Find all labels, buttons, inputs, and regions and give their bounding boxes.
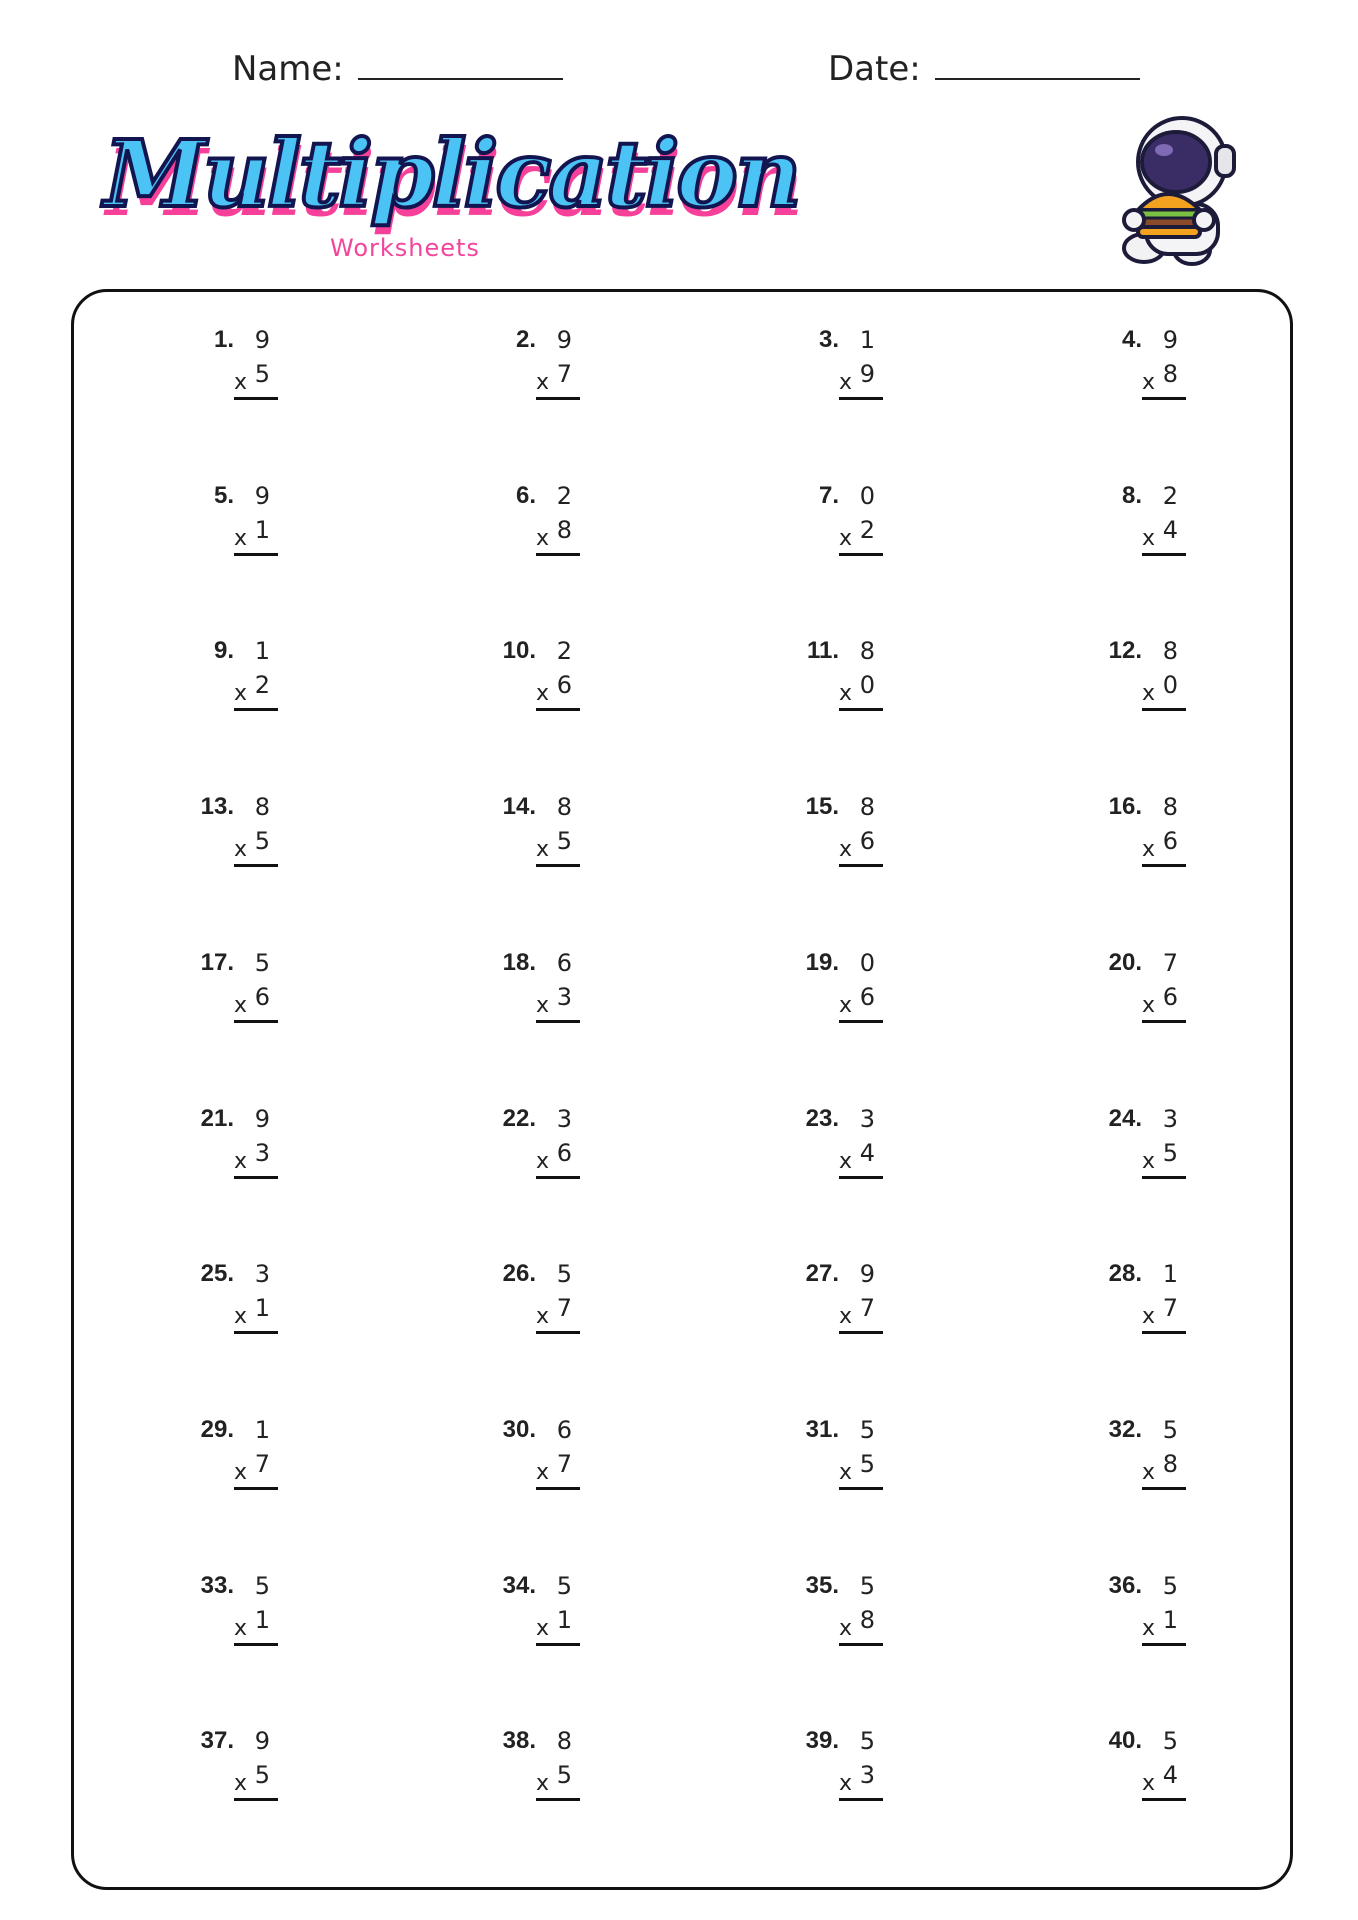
problem-number: 12. xyxy=(1108,637,1142,664)
multiplicand: 1 xyxy=(859,326,875,354)
multiplier-row xyxy=(234,1606,278,1646)
times-sign: x xyxy=(234,1149,248,1174)
times-sign: x xyxy=(839,526,853,551)
multiplicand: 9 xyxy=(254,1105,270,1133)
multiplicand: 9 xyxy=(254,326,270,354)
times-sign: x xyxy=(234,1460,248,1485)
times-sign: x xyxy=(234,1616,248,1641)
problem-item xyxy=(198,482,278,582)
multiplicand: 5 xyxy=(859,1727,875,1755)
times-sign: x xyxy=(1142,526,1156,551)
multiplier-row xyxy=(536,516,580,556)
problem-number: 20. xyxy=(1108,949,1142,976)
problem-number: 15. xyxy=(805,793,839,820)
multiplier-row xyxy=(839,516,883,556)
multiplier: 8 xyxy=(1162,1450,1178,1478)
times-sign: x xyxy=(536,837,550,862)
multiplier-row xyxy=(536,1606,580,1646)
problem-number: 36. xyxy=(1108,1572,1142,1599)
multiplicand: 3 xyxy=(254,1260,270,1288)
multiplicand: 5 xyxy=(254,1572,270,1600)
problem-number: 6. xyxy=(515,482,536,509)
astronaut-with-burger-icon xyxy=(1116,112,1246,272)
problem-number: 23. xyxy=(805,1105,839,1132)
multiplier-row xyxy=(839,671,883,711)
times-sign: x xyxy=(536,1460,550,1485)
multiplier-row xyxy=(1142,1450,1186,1490)
multiplier-row xyxy=(536,983,580,1023)
name-label: Name: xyxy=(232,49,344,89)
multiplier-row xyxy=(536,671,580,711)
times-sign: x xyxy=(536,1304,550,1329)
multiplier-row xyxy=(536,1761,580,1801)
multiplicand: 9 xyxy=(254,1727,270,1755)
multiplicand: 3 xyxy=(1162,1105,1178,1133)
times-sign: x xyxy=(1142,370,1156,395)
times-sign: x xyxy=(536,681,550,706)
problem-item xyxy=(198,1727,278,1827)
problem-item xyxy=(198,1572,278,1672)
problem-number: 40. xyxy=(1108,1727,1142,1754)
problem-item xyxy=(803,1416,883,1516)
problem-item xyxy=(198,1416,278,1516)
problem-number: 17. xyxy=(200,949,234,976)
multiplier-row xyxy=(234,983,278,1023)
problem-item xyxy=(803,949,883,1049)
problem-number: 18. xyxy=(502,949,536,976)
multiplicand: 8 xyxy=(1162,637,1178,665)
times-sign: x xyxy=(1142,837,1156,862)
multiplicand: 8 xyxy=(859,637,875,665)
times-sign: x xyxy=(234,837,248,862)
multiplier: 0 xyxy=(1162,671,1178,699)
multiplier: 6 xyxy=(859,983,875,1011)
multiplicand: 2 xyxy=(556,637,572,665)
multiplier: 7 xyxy=(1162,1294,1178,1322)
multiplicand: 2 xyxy=(556,482,572,510)
multiplier: 5 xyxy=(254,360,270,388)
problem-number: 14. xyxy=(502,793,536,820)
multiplier: 6 xyxy=(1162,983,1178,1011)
multiplicand: 5 xyxy=(1162,1727,1178,1755)
times-sign: x xyxy=(1142,1771,1156,1796)
problem-item xyxy=(500,326,580,426)
problem-item xyxy=(803,482,883,582)
multiplier: 1 xyxy=(254,516,270,544)
multiplier: 6 xyxy=(556,671,572,699)
multiplier: 2 xyxy=(859,516,875,544)
multiplicand: 8 xyxy=(556,1727,572,1755)
multiplier: 6 xyxy=(556,1139,572,1167)
multiplicand: 8 xyxy=(254,793,270,821)
problem-number: 7. xyxy=(818,482,839,509)
multiplicand: 5 xyxy=(556,1260,572,1288)
multiplier-row xyxy=(1142,516,1186,556)
times-sign: x xyxy=(1142,1616,1156,1641)
multiplier-row xyxy=(839,1761,883,1801)
multiplier: 5 xyxy=(556,1761,572,1789)
multiplier: 1 xyxy=(254,1294,270,1322)
multiplier-row xyxy=(234,1450,278,1490)
problem-number: 35. xyxy=(805,1572,839,1599)
multiplier-row xyxy=(1142,360,1186,400)
multiplicand: 1 xyxy=(1162,1260,1178,1288)
multiplier: 5 xyxy=(1162,1139,1178,1167)
problem-number: 34. xyxy=(502,1572,536,1599)
problem-number: 22. xyxy=(502,1105,536,1132)
problem-number: 30. xyxy=(502,1416,536,1443)
multiplicand: 9 xyxy=(556,326,572,354)
multiplicand: 5 xyxy=(859,1572,875,1600)
problem-item xyxy=(803,1260,883,1360)
multiplier: 1 xyxy=(254,1606,270,1634)
problem-item xyxy=(500,1727,580,1827)
times-sign: x xyxy=(536,1149,550,1174)
problem-item xyxy=(500,1572,580,1672)
multiplier: 9 xyxy=(859,360,875,388)
multiplicand: 0 xyxy=(859,949,875,977)
multiplier: 3 xyxy=(859,1761,875,1789)
multiplier-row xyxy=(1142,1761,1186,1801)
problem-number: 29. xyxy=(200,1416,234,1443)
times-sign: x xyxy=(1142,1149,1156,1174)
multiplicand: 0 xyxy=(859,482,875,510)
multiplier-row xyxy=(234,671,278,711)
problem-item xyxy=(500,1416,580,1516)
multiplier: 8 xyxy=(556,516,572,544)
multiplier: 7 xyxy=(556,1294,572,1322)
multiplier-row xyxy=(839,1606,883,1646)
multiplicand: 5 xyxy=(556,1572,572,1600)
problem-item xyxy=(1106,1416,1186,1516)
multiplier-row xyxy=(234,1294,278,1334)
problem-item xyxy=(1106,1105,1186,1205)
times-sign: x xyxy=(1142,1304,1156,1329)
times-sign: x xyxy=(1142,1460,1156,1485)
logo-title: Multiplication xyxy=(104,120,799,228)
multiplicand: 5 xyxy=(859,1416,875,1444)
problem-number: 26. xyxy=(502,1260,536,1287)
problem-number: 27. xyxy=(805,1260,839,1287)
problem-item xyxy=(1106,1260,1186,1360)
times-sign: x xyxy=(536,1771,550,1796)
multiplier-row xyxy=(536,1450,580,1490)
times-sign: x xyxy=(839,837,853,862)
problem-item xyxy=(1106,1727,1186,1827)
multiplier-row xyxy=(234,1139,278,1179)
problem-number: 13. xyxy=(200,793,234,820)
multiplicand: 8 xyxy=(556,793,572,821)
multiplicand: 6 xyxy=(556,949,572,977)
multiplicand: 3 xyxy=(556,1105,572,1133)
problem-item xyxy=(1106,949,1186,1049)
multiplier: 6 xyxy=(254,983,270,1011)
times-sign: x xyxy=(839,1460,853,1485)
multiplier-row xyxy=(536,1139,580,1179)
problem-item xyxy=(1106,1572,1186,1672)
worksheet-logo xyxy=(104,120,799,278)
problem-number: 19. xyxy=(805,949,839,976)
times-sign: x xyxy=(234,526,248,551)
multiplier: 5 xyxy=(859,1450,875,1478)
multiplier-row xyxy=(839,827,883,867)
multiplicand: 3 xyxy=(859,1105,875,1133)
times-sign: x xyxy=(536,370,550,395)
problem-item xyxy=(198,326,278,426)
multiplier: 7 xyxy=(556,1450,572,1478)
times-sign: x xyxy=(536,526,550,551)
problem-item xyxy=(803,637,883,737)
problem-item xyxy=(500,637,580,737)
multiplier-row xyxy=(839,1450,883,1490)
problem-number: 24. xyxy=(1108,1105,1142,1132)
problem-number: 33. xyxy=(200,1572,234,1599)
multiplier-row xyxy=(1142,671,1186,711)
problem-item xyxy=(198,1260,278,1360)
times-sign: x xyxy=(839,1304,853,1329)
multiplier: 7 xyxy=(859,1294,875,1322)
problem-number: 39. xyxy=(805,1727,839,1754)
multiplier: 7 xyxy=(556,360,572,388)
date-blank-line[interactable] xyxy=(935,48,1140,80)
problem-item xyxy=(1106,482,1186,582)
multiplier: 2 xyxy=(254,671,270,699)
times-sign: x xyxy=(839,681,853,706)
problem-item xyxy=(198,637,278,737)
problem-number: 8. xyxy=(1121,482,1142,509)
problem-item xyxy=(500,949,580,1049)
problem-number: 10. xyxy=(502,637,536,664)
problem-number: 25. xyxy=(200,1260,234,1287)
multiplicand: 1 xyxy=(254,1416,270,1444)
times-sign: x xyxy=(839,370,853,395)
problem-item xyxy=(803,326,883,426)
multiplicand: 5 xyxy=(1162,1416,1178,1444)
multiplier: 4 xyxy=(859,1139,875,1167)
multiplier-row xyxy=(1142,983,1186,1023)
times-sign: x xyxy=(839,1771,853,1796)
multiplier: 4 xyxy=(1162,1761,1178,1789)
multiplier-row xyxy=(234,516,278,556)
multiplier-row xyxy=(536,1294,580,1334)
multiplicand: 7 xyxy=(1162,949,1178,977)
problem-item xyxy=(198,793,278,893)
problem-number: 37. xyxy=(200,1727,234,1754)
multiplier: 3 xyxy=(556,983,572,1011)
multiplier-row xyxy=(234,827,278,867)
problem-number: 5. xyxy=(213,482,234,509)
multiplier-row xyxy=(536,360,580,400)
problem-item xyxy=(1106,793,1186,893)
multiplicand: 8 xyxy=(1162,793,1178,821)
date-field[interactable] xyxy=(828,48,1140,89)
multiplicand: 5 xyxy=(254,949,270,977)
problem-item xyxy=(500,793,580,893)
times-sign: x xyxy=(839,1149,853,1174)
times-sign: x xyxy=(536,993,550,1018)
problem-item xyxy=(803,793,883,893)
problem-item xyxy=(803,1727,883,1827)
multiplier: 5 xyxy=(254,827,270,855)
problem-number: 28. xyxy=(1108,1260,1142,1287)
multiplicand: 9 xyxy=(859,1260,875,1288)
multiplier-row xyxy=(1142,1294,1186,1334)
multiplier-row xyxy=(536,827,580,867)
name-field[interactable] xyxy=(232,48,563,89)
problem-number: 31. xyxy=(805,1416,839,1443)
times-sign: x xyxy=(839,1616,853,1641)
times-sign: x xyxy=(234,993,248,1018)
multiplier: 3 xyxy=(254,1139,270,1167)
multiplicand: 1 xyxy=(254,637,270,665)
times-sign: x xyxy=(234,370,248,395)
name-blank-line[interactable] xyxy=(358,48,563,80)
multiplier: 7 xyxy=(254,1450,270,1478)
multiplicand: 2 xyxy=(1162,482,1178,510)
logo-subtitle: Worksheets xyxy=(330,234,480,262)
problem-number: 4. xyxy=(1121,326,1142,353)
multiplier: 5 xyxy=(556,827,572,855)
times-sign: x xyxy=(234,681,248,706)
problem-number: 2. xyxy=(515,326,536,353)
multiplier-row xyxy=(839,1294,883,1334)
times-sign: x xyxy=(1142,681,1156,706)
multiplicand: 6 xyxy=(556,1416,572,1444)
times-sign: x xyxy=(536,1616,550,1641)
problem-item xyxy=(1106,326,1186,426)
problem-number: 11. xyxy=(806,637,839,664)
problem-number: 21. xyxy=(200,1105,234,1132)
problem-number: 1. xyxy=(213,326,234,353)
multiplier: 5 xyxy=(254,1761,270,1789)
problem-item xyxy=(500,1260,580,1360)
times-sign: x xyxy=(234,1304,248,1329)
problem-item xyxy=(198,1105,278,1205)
times-sign: x xyxy=(1142,993,1156,1018)
multiplicand: 5 xyxy=(1162,1572,1178,1600)
multiplicand: 8 xyxy=(859,793,875,821)
problem-number: 32. xyxy=(1108,1416,1142,1443)
multiplier-row xyxy=(839,983,883,1023)
problem-item xyxy=(1106,637,1186,737)
problem-item xyxy=(500,1105,580,1205)
multiplier: 8 xyxy=(1162,360,1178,388)
multiplier-row xyxy=(839,360,883,400)
times-sign: x xyxy=(839,993,853,1018)
multiplier: 6 xyxy=(859,827,875,855)
multiplier: 1 xyxy=(1162,1606,1178,1634)
multiplier-row xyxy=(1142,827,1186,867)
multiplier-row xyxy=(234,360,278,400)
multiplier: 4 xyxy=(1162,516,1178,544)
multiplier-row xyxy=(234,1761,278,1801)
problem-item xyxy=(198,949,278,1049)
multiplier-row xyxy=(1142,1139,1186,1179)
problem-item xyxy=(500,482,580,582)
problem-number: 16. xyxy=(1108,793,1142,820)
problem-number: 38. xyxy=(502,1727,536,1754)
multiplier: 8 xyxy=(859,1606,875,1634)
multiplier: 1 xyxy=(556,1606,572,1634)
problem-number: 9. xyxy=(213,637,234,664)
problem-number: 3. xyxy=(818,326,839,353)
multiplier: 6 xyxy=(1162,827,1178,855)
multiplicand: 9 xyxy=(1162,326,1178,354)
multiplicand: 9 xyxy=(254,482,270,510)
multiplier-row xyxy=(839,1139,883,1179)
multiplier: 0 xyxy=(859,671,875,699)
problem-item xyxy=(803,1572,883,1672)
problem-item xyxy=(803,1105,883,1205)
multiplier-row xyxy=(1142,1606,1186,1646)
times-sign: x xyxy=(234,1771,248,1796)
date-label: Date: xyxy=(828,49,921,89)
